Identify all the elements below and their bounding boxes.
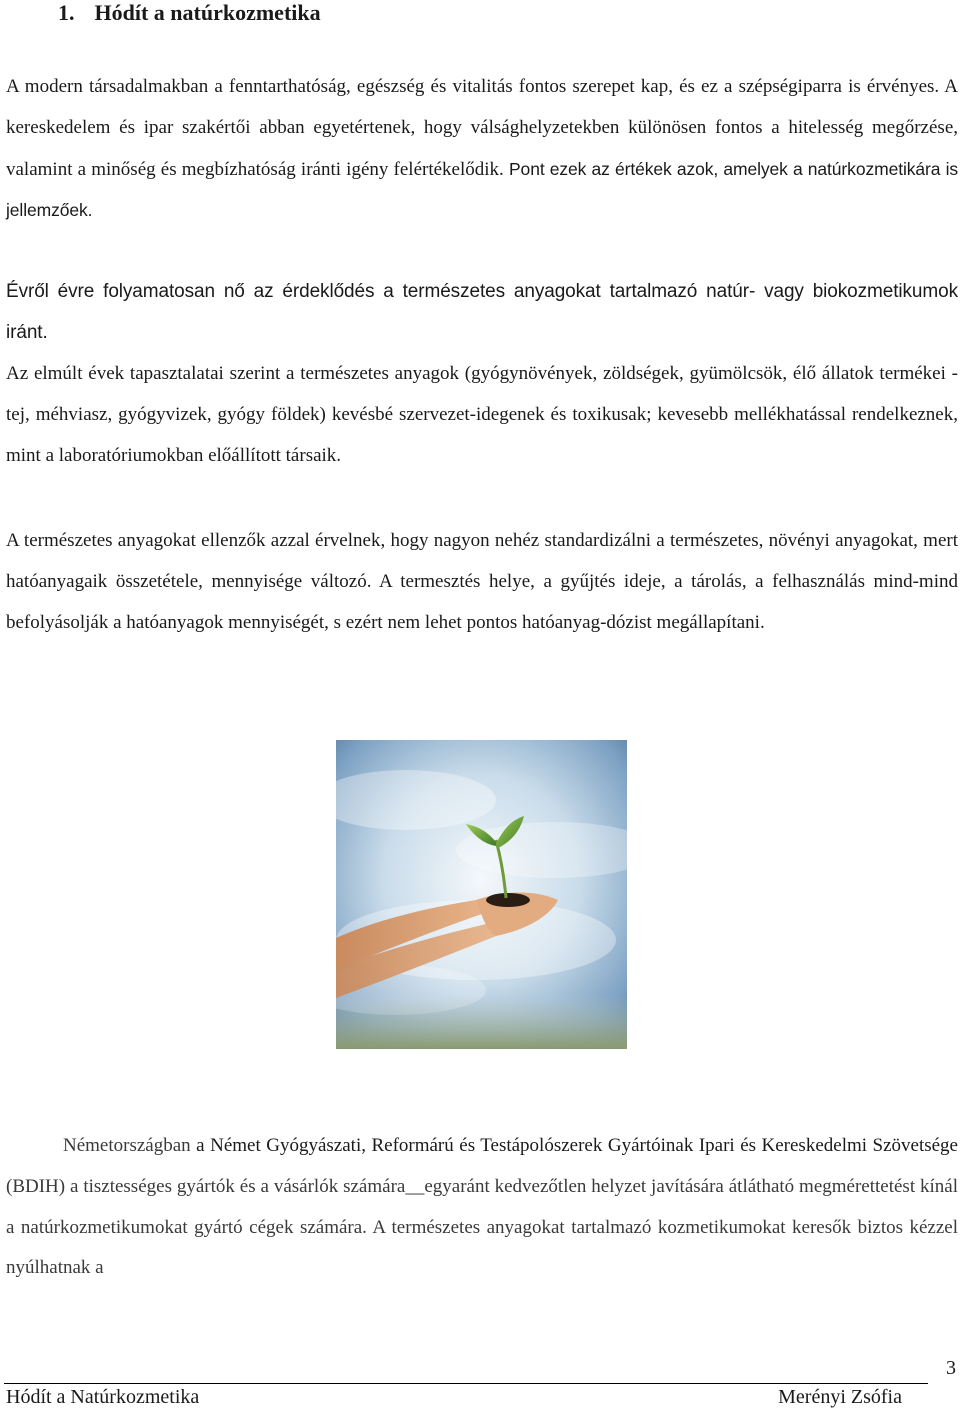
paragraph-interest: Évről évre folyamatosan nő az érdeklődés a természetes anyagokat tartalmazó natúr- vagy biokozmetikumok iránt. xyxy=(6,281,958,343)
page-number: 3 xyxy=(946,1357,956,1379)
section-title: Hódít a natúrkozmetika xyxy=(94,0,321,25)
footer-title: Hódít a Natúrkozmetika xyxy=(6,1386,200,1408)
paragraph-bdih xyxy=(6,1126,958,1289)
seedling-in-hands-image xyxy=(336,740,627,1049)
paragraph-intro-text: A modern társadalmakban a fenntarthatóság, egészség és vitalitás fontos szerepet kap, és ez a szépségiparra is érvényes. A kereskedelem és ipar szakértői abban egyetértenek, hogy válsághelyzetekben különösen fontos a hitelesség megőrzése, valamint a minőség és megbízhatóság iránti igény felértékelődik. xyxy=(6,76,958,180)
section-number: 1. xyxy=(58,0,75,25)
paragraph-bdih-text: (BDIH) a tisztességes gyártók és a vásárlók számára__egyaránt kedvezőtlen helyzet javítására átlátható megmérettetést kínál a natúrkozmetikumokat gyártó cégek számára. A természetes anyagokat tartalmazó kozmetikumokat keresők biztos kézzel nyúlhatnak a xyxy=(6,1175,958,1279)
paragraph-opponents: A természetes anyagokat ellenzők azzal érvelnek, hogy nagyon nehéz standardizálni a természetes, növényi anyagokat, mert hatóanyagaik összetétele, mennyisége változó. A termesztés helye, a gyűjtés ideje, a tárolás, a felhasználás mind-mind befolyásolják a hatóanyagok mennyiségét, s ezért nem lehet pontos hatóanyag-dózist megállapítani. xyxy=(6,530,958,633)
paragraph-intro xyxy=(6,67,958,232)
paragraph-experience: Az elmúlt évek tapasztalatai szerint a természetes anyagok (gyógynövények, zöldségek, gyümölcsök, élő állatok termékei - tej, méhviasz, gyógyvizek, gyógy földek) kevésbé szervezet-idegenek és toxikusak; kevesebb mellékhatással rendelkeznek, mint a laboratóriumokban előállított társaik. xyxy=(6,363,958,466)
paragraph-intro-highlight: Pont ezek az értékek azok, amelyek a natúrkozmetikára is jellemzőek. xyxy=(6,158,959,221)
paragraph-bdih-association: a Német Gyógyászati, Reformárú és Testápolószerek Gyártóinak Ipari és Kereskedelmi Szövetsége xyxy=(196,1135,958,1156)
section-heading xyxy=(58,0,321,26)
hands-holding-seedling-photo-icon xyxy=(336,740,627,1049)
footer-author: Merényi Zsófia xyxy=(778,1386,902,1408)
paragraph-bdih-country: Németországban xyxy=(63,1135,191,1156)
